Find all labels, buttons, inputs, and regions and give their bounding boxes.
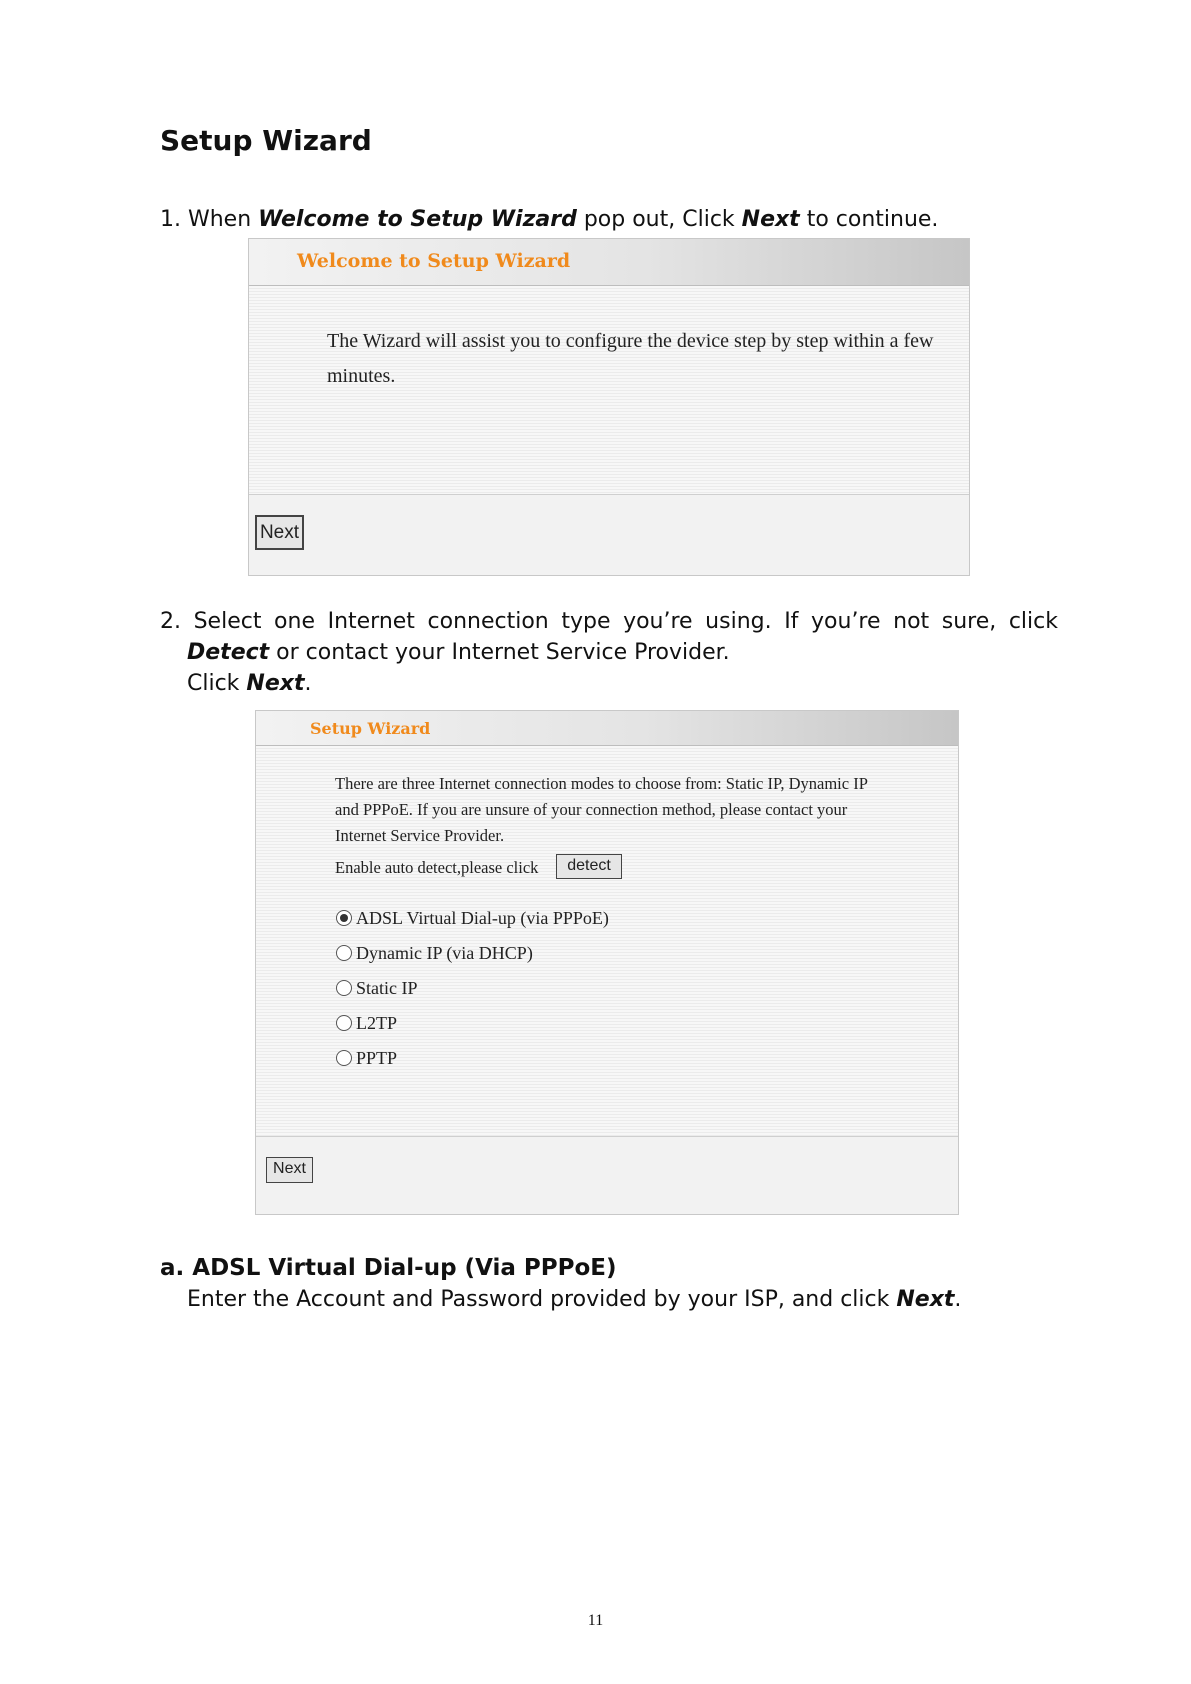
welcome-wizard-text-line-1: The Wizard will assist you to configure the device step by step within a few <box>327 330 934 352</box>
step-1-emphasis-next: Next <box>741 207 800 232</box>
radio-unselected-icon <box>336 945 352 961</box>
connection-type-title: Setup Wizard <box>310 719 431 738</box>
radio-unselected-icon <box>336 1050 352 1066</box>
step-2-click-text: Click <box>187 671 247 696</box>
step-1-number: 1. When <box>160 207 259 232</box>
radio-unselected-icon <box>336 980 352 996</box>
welcome-wizard-title: Welcome to Setup Wizard <box>297 250 571 272</box>
connection-desc-line-1: There are three Internet connection modes to choose from: Static IP, Dynamic IP <box>335 774 868 793</box>
radio-option-pppoe[interactable] <box>336 905 609 931</box>
detect-button[interactable]: detect <box>556 854 622 879</box>
radio-option-dhcp[interactable] <box>336 940 533 966</box>
step-2-emphasis-detect: Detect <box>187 640 270 665</box>
page-number: 11 <box>587 1612 604 1629</box>
step-2-line-2-text: or contact your Internet Service Provider. <box>269 640 730 665</box>
connection-type-screenshot <box>255 710 959 1215</box>
step-2-dot: . <box>304 671 312 696</box>
radio-label-pppoe: ADSL Virtual Dial-up (via PPPoE) <box>356 908 609 928</box>
radio-unselected-icon <box>336 1015 352 1031</box>
welcome-wizard-text-line-2: minutes. <box>327 365 396 387</box>
section-a-dot: . <box>954 1287 962 1312</box>
welcome-wizard-screenshot <box>248 238 970 576</box>
connection-type-header <box>256 711 958 746</box>
radio-option-l2tp[interactable] <box>336 1010 397 1036</box>
radio-label-static-ip: Static IP <box>356 978 418 998</box>
radio-option-static-ip[interactable] <box>336 975 418 1001</box>
welcome-wizard-header <box>249 239 969 286</box>
step-2-line-2 <box>187 637 1067 668</box>
connection-type-body <box>256 746 958 1137</box>
section-a-text <box>187 1284 1087 1315</box>
step-2-line-1: 2. Select one Internet connection type you’re using. If you’re not sure, click <box>160 609 1058 634</box>
welcome-next-button[interactable]: Next <box>255 515 304 550</box>
connection-desc-line-2: and PPPoE. If you are unsure of your connection method, please contact your <box>335 800 848 819</box>
welcome-wizard-footer <box>249 495 969 575</box>
step-2-emphasis-next: Next <box>246 671 305 696</box>
step-1-emphasis-welcome: Welcome to Setup Wizard <box>258 207 577 232</box>
radio-label-dhcp: Dynamic IP (via DHCP) <box>356 943 533 963</box>
section-a-heading: a. ADSL Virtual Dial-up (Via PPPoE) <box>160 1255 617 1281</box>
connection-next-button[interactable]: Next <box>266 1157 313 1183</box>
step-1-instruction <box>160 204 1060 235</box>
connection-desc-line-3: Internet Service Provider. <box>335 826 505 845</box>
auto-detect-text: Enable auto detect,please click <box>335 858 539 877</box>
radio-label-l2tp: L2TP <box>356 1013 398 1033</box>
step-1-middle-text: pop out, Click <box>576 207 742 232</box>
section-a-emphasis-next: Next <box>896 1287 955 1312</box>
step-2-line-3 <box>187 668 311 699</box>
connection-type-footer <box>256 1137 958 1214</box>
page-title: Setup Wizard <box>160 124 372 157</box>
radio-selected-icon <box>336 910 352 926</box>
welcome-wizard-body <box>249 286 969 495</box>
step-1-end-text: to continue. <box>799 207 939 232</box>
section-a-body: Enter the Account and Password provided by your ISP, and click <box>187 1287 897 1312</box>
radio-option-pptp[interactable] <box>336 1045 397 1071</box>
radio-label-pptp: PPTP <box>356 1048 398 1068</box>
